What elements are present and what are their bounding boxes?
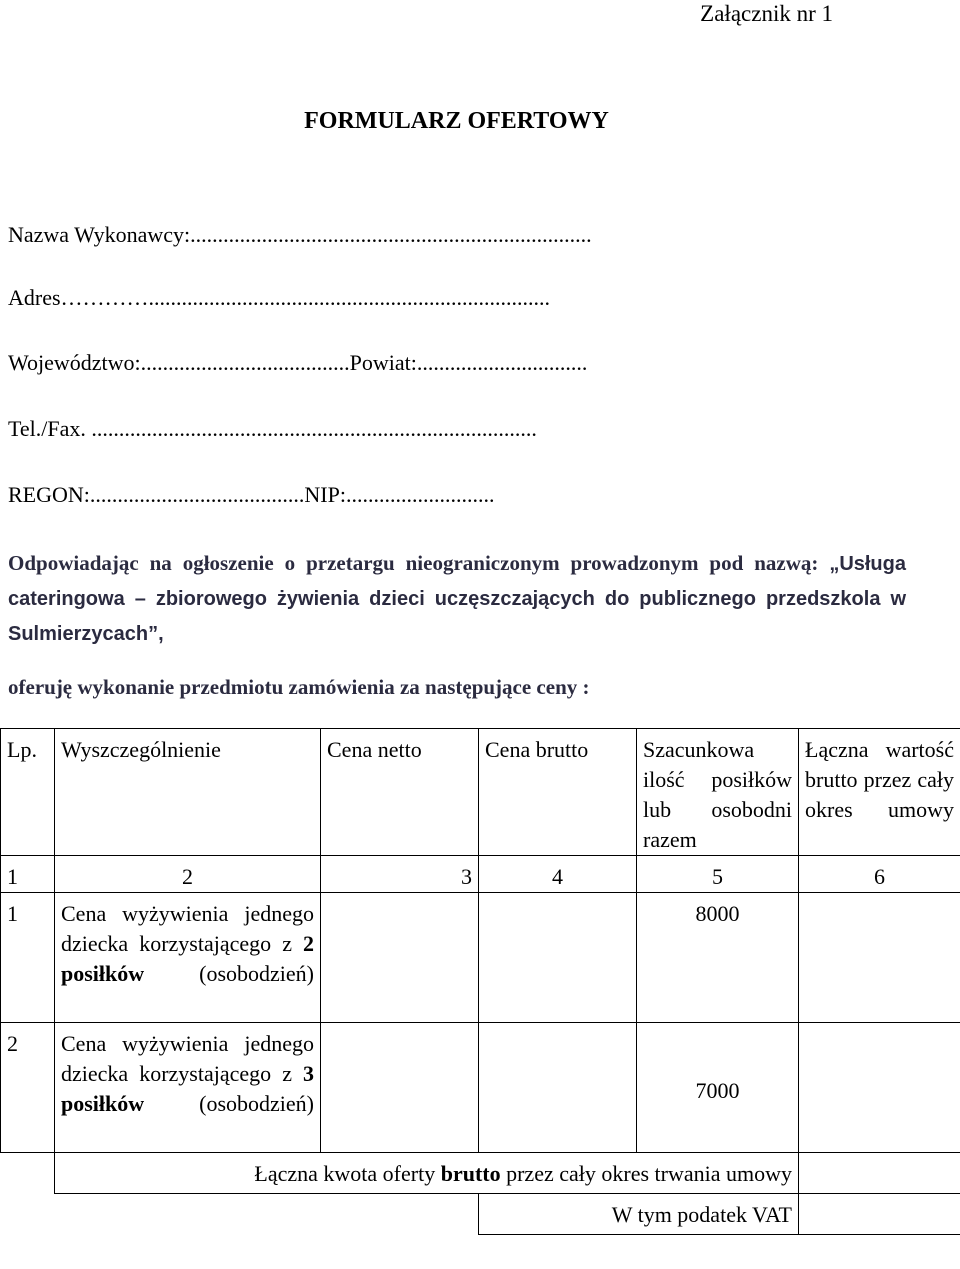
price-table bbox=[0, 728, 960, 1235]
summary-label-bold: brutto bbox=[440, 1161, 501, 1186]
row-total bbox=[799, 893, 960, 1023]
header-quantity-text: Szacunkowa ilość posiłków lub osobodni razem bbox=[643, 737, 792, 852]
intro-paragraph bbox=[8, 546, 906, 651]
vat-value bbox=[799, 1194, 960, 1235]
contractor-name-field: Nazwa Wykonawcy:......................................................................... bbox=[8, 222, 592, 247]
table-header-row bbox=[1, 729, 960, 856]
summary-spacer bbox=[1, 1153, 55, 1194]
row-description bbox=[55, 1023, 321, 1153]
address-field: Adres…………......................................................................... bbox=[8, 285, 551, 310]
row-quantity: 8000 bbox=[637, 893, 799, 1023]
vat-spacer bbox=[321, 1194, 479, 1235]
column-number-row bbox=[1, 856, 960, 893]
row-unit: (osobodzień) bbox=[199, 1091, 314, 1116]
service-name: „Usługa cateringowa – zbiorowego żywienia dzieci uczęszczających do publicznego przedszkola w Sulmierzycach”, bbox=[8, 553, 906, 645]
vat-spacer bbox=[1, 1194, 55, 1235]
phone-fax-field: Tel./Fax. ................................................................................. bbox=[8, 416, 537, 441]
summary-row bbox=[1, 1153, 960, 1194]
vat-label: W tym podatek VAT bbox=[479, 1194, 799, 1235]
row-gross-price bbox=[479, 893, 637, 1023]
header-quantity bbox=[637, 729, 799, 856]
row-net-price bbox=[321, 1023, 479, 1153]
summary-total-value bbox=[799, 1153, 960, 1194]
row-lp: 1 bbox=[1, 893, 55, 1023]
column-number: 1 bbox=[1, 856, 55, 893]
row-lp: 2 bbox=[1, 1023, 55, 1153]
header-item: Wyszczególnienie bbox=[55, 729, 321, 856]
row-unit: (osobodzień) bbox=[199, 961, 314, 986]
header-total-text: Łączna wartość brutto przez cały okres umowy bbox=[805, 737, 954, 822]
row-description-text: Cena wyżywienia jednego dziecka korzystającego z bbox=[61, 901, 314, 956]
header-total bbox=[799, 729, 960, 856]
row-net-price bbox=[321, 893, 479, 1023]
row-total bbox=[799, 1023, 960, 1153]
column-number: 3 bbox=[321, 856, 479, 893]
column-number: 2 bbox=[55, 856, 321, 893]
province-county-field: Województwo:......................................Powiat:............................... bbox=[8, 350, 588, 375]
vat-spacer bbox=[55, 1194, 321, 1235]
column-number: 4 bbox=[479, 856, 637, 893]
regon-nip-field: REGON:.......................................NIP:........................... bbox=[8, 482, 495, 507]
column-number: 5 bbox=[637, 856, 799, 893]
header-gross-price: Cena brutto bbox=[479, 729, 637, 856]
intro-text: Odpowiadając na ogłoszenie o przetargu nieograniczonym prowadzonym pod nazwą: bbox=[8, 551, 819, 575]
row-description bbox=[55, 893, 321, 1023]
row-description-text: Cena wyżywienia jednego dziecka korzystającego z bbox=[61, 1031, 314, 1086]
column-number: 6 bbox=[799, 856, 960, 893]
row-meals-count: 2 posiłków bbox=[61, 931, 315, 986]
offer-statement: oferuję wykonanie przedmiotu zamówienia za następujące ceny : bbox=[8, 675, 590, 699]
table-row bbox=[1, 1023, 960, 1153]
table-row bbox=[1, 893, 960, 1023]
row-gross-price bbox=[479, 1023, 637, 1153]
summary-label-text: Łączna kwota oferty bbox=[254, 1161, 436, 1186]
summary-label-rest: przez cały okres trwania umowy bbox=[506, 1161, 792, 1186]
vat-row bbox=[1, 1194, 960, 1235]
row-meals-count: 3 posiłków bbox=[61, 1061, 315, 1116]
header-net-price: Cena netto bbox=[321, 729, 479, 856]
header-lp: Lp. bbox=[1, 729, 55, 856]
annex-label: Załącznik nr 1 bbox=[700, 1, 833, 26]
summary-label bbox=[55, 1153, 799, 1194]
row-quantity: 7000 bbox=[637, 1023, 799, 1153]
form-title: FORMULARZ OFERTOWY bbox=[304, 108, 609, 134]
